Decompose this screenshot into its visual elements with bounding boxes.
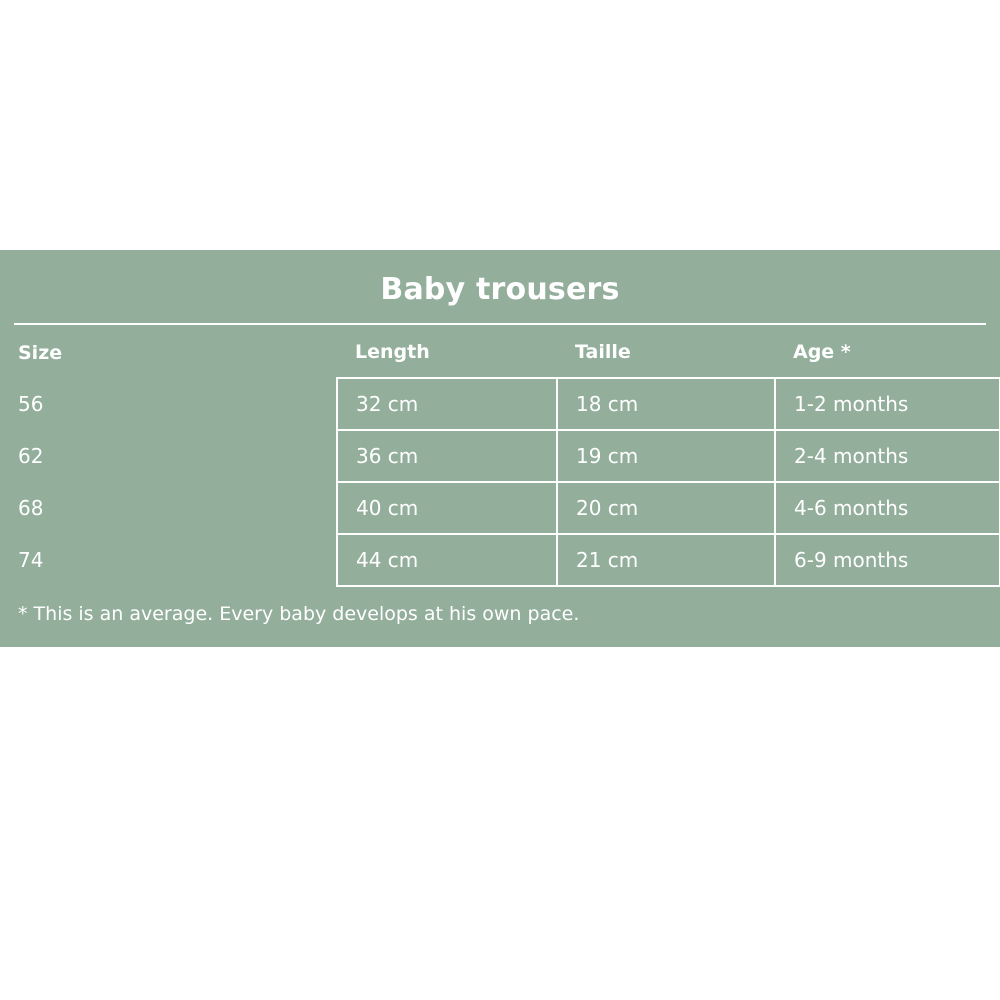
cell-length: 40 cm <box>337 482 557 534</box>
footnote-text: * This is an average. Every baby develops at his own pace. <box>18 603 580 625</box>
table-row <box>0 482 1000 534</box>
cell-size: 56 <box>18 392 44 416</box>
size-chart-panel <box>0 250 1000 647</box>
cell-taille: 19 cm <box>557 430 775 482</box>
column-header-taille: Taille <box>575 341 631 363</box>
table-row <box>0 534 1000 586</box>
column-header-length: Length <box>355 341 430 363</box>
table-header-row <box>0 325 1000 378</box>
size-table <box>0 325 1000 587</box>
cell-taille: 18 cm <box>557 378 775 430</box>
page-title: Baby trousers <box>380 272 620 307</box>
cell-age: 2-4 months <box>775 430 1000 482</box>
cell-age: 1-2 months <box>775 378 1000 430</box>
cell-size: 74 <box>18 548 44 572</box>
cell-age: 4-6 months <box>775 482 1000 534</box>
cell-length: 32 cm <box>337 378 557 430</box>
column-header-size: Size <box>18 341 63 364</box>
cell-size: 68 <box>18 496 44 520</box>
cell-length: 44 cm <box>337 534 557 586</box>
cell-age: 6-9 months <box>775 534 1000 586</box>
cell-length: 36 cm <box>337 430 557 482</box>
table-row <box>0 430 1000 482</box>
column-header-age: Age * <box>793 341 851 363</box>
table-row <box>0 378 1000 430</box>
cell-size: 62 <box>18 444 44 468</box>
cell-taille: 20 cm <box>557 482 775 534</box>
cell-taille: 21 cm <box>557 534 775 586</box>
